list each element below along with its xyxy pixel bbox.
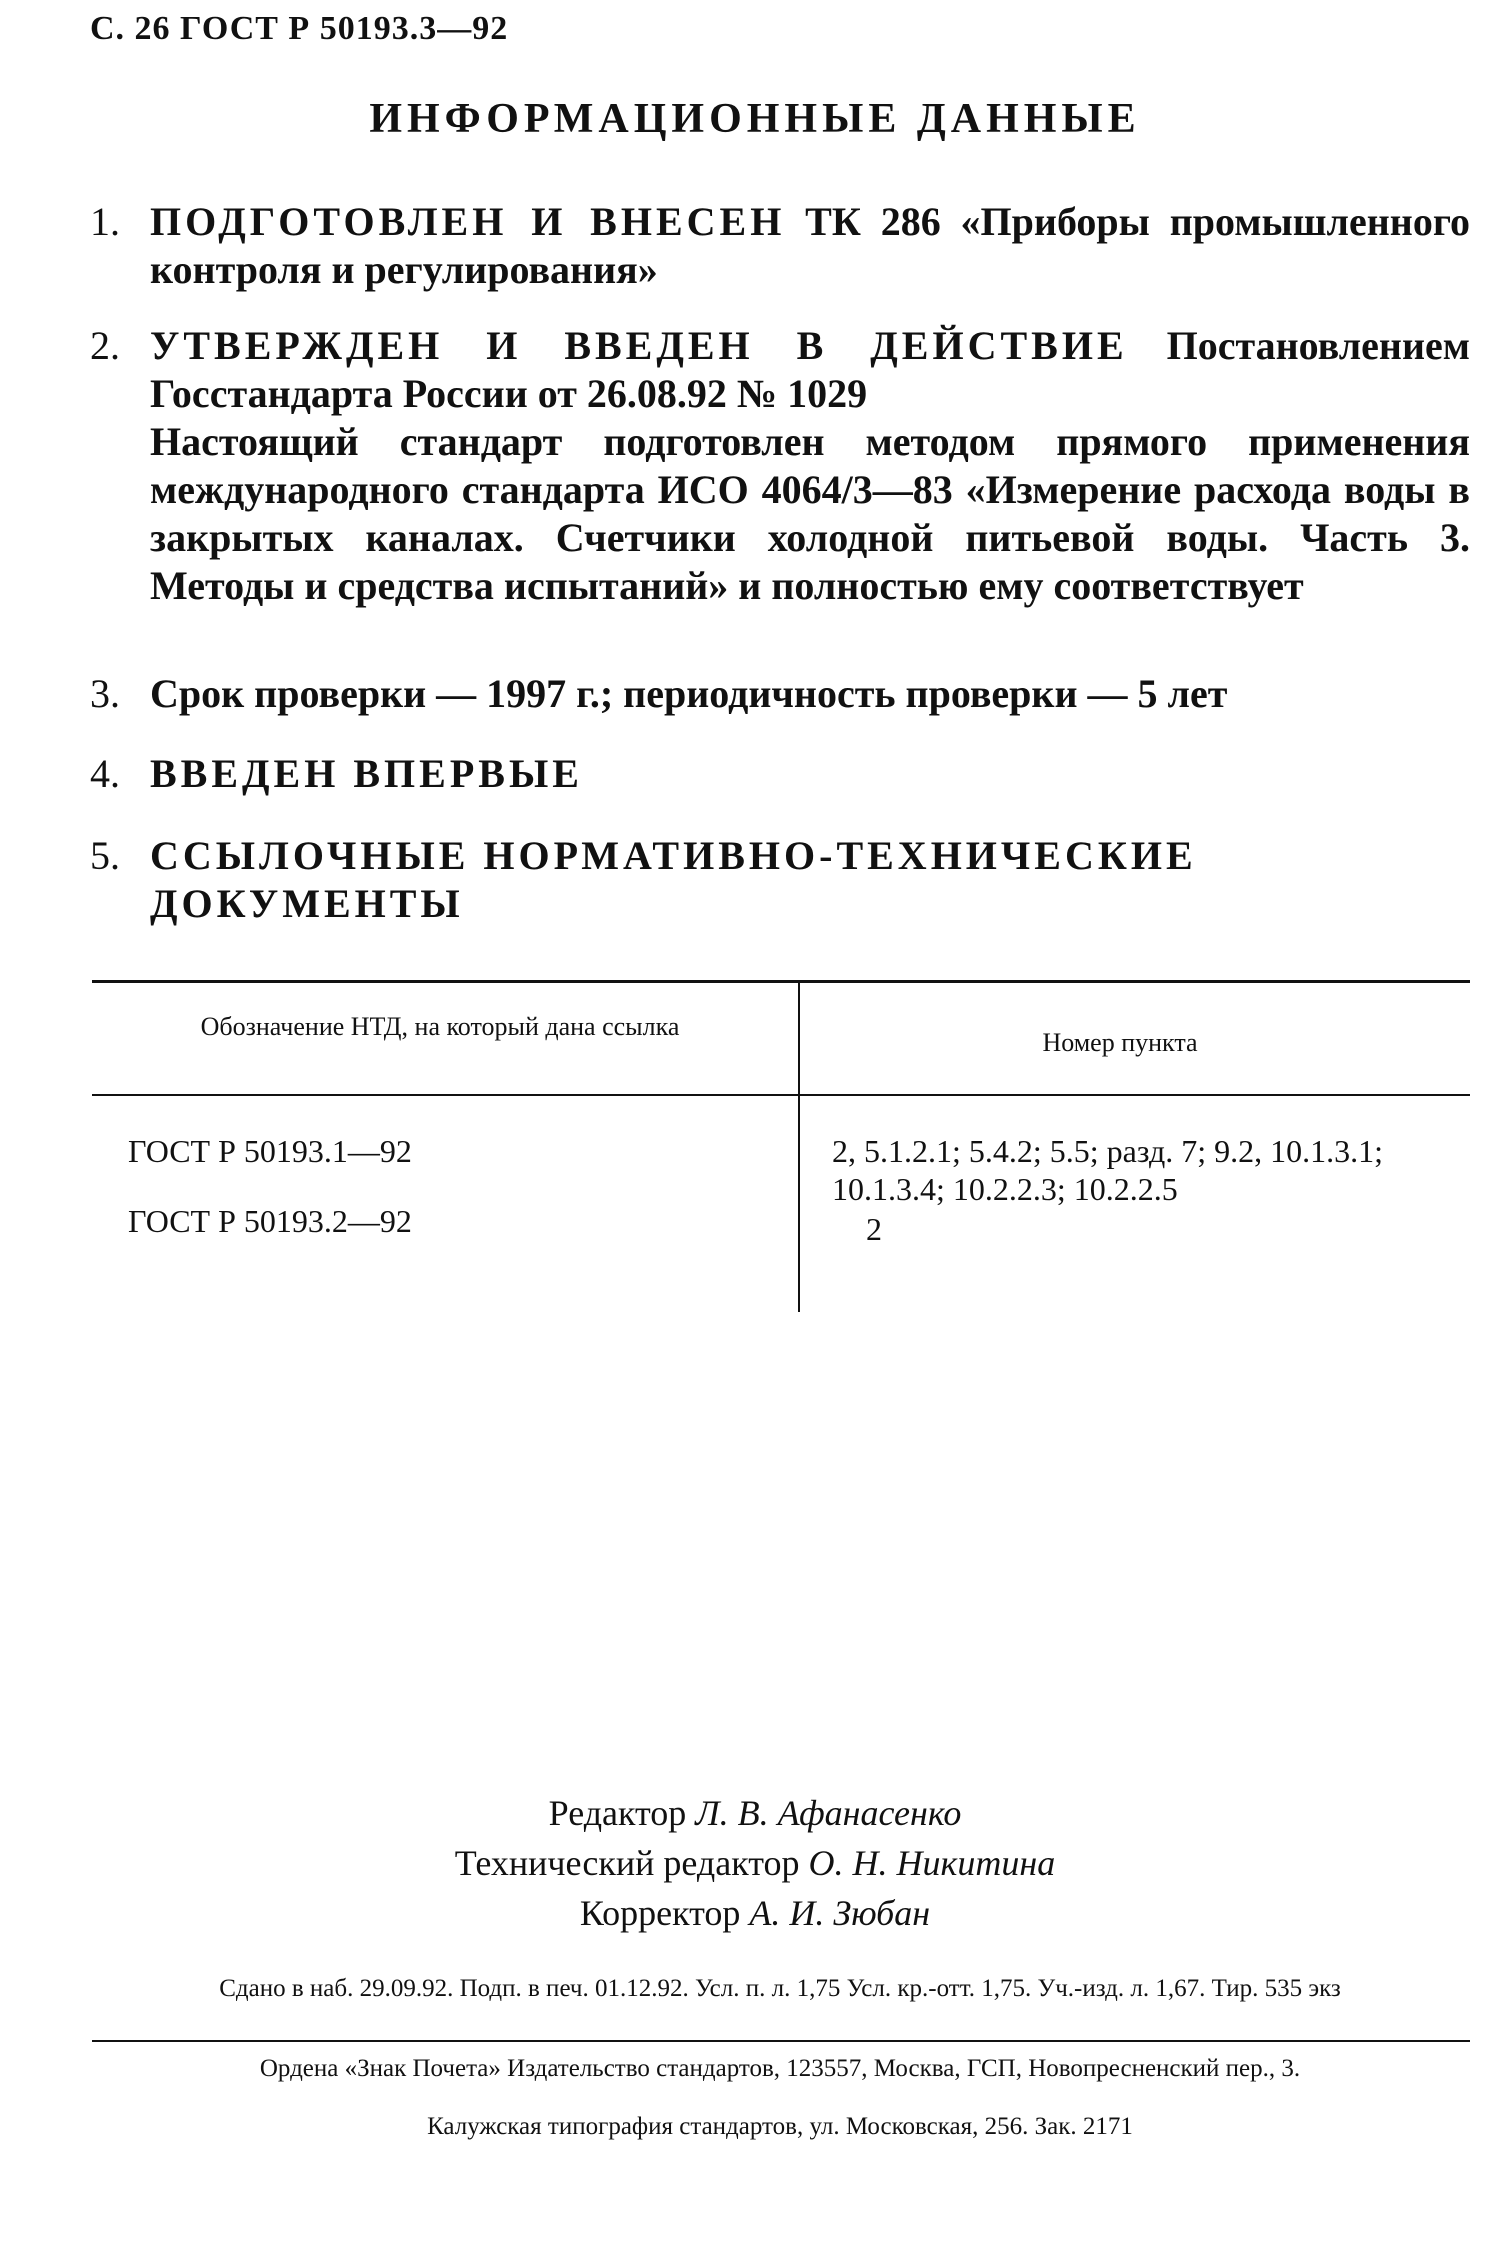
info-item-1	[90, 198, 1470, 294]
table-header-clause: Номер пункта	[1042, 1028, 1198, 1057]
table-header-rule	[92, 1094, 1470, 1096]
table-cell-document: ГОСТ Р 50193.1—92	[128, 1133, 412, 1169]
credit-line	[0, 1788, 1510, 1838]
item-text: Постановлением Госстандарта России от 26.08.92 № 1029	[150, 323, 1471, 416]
item-note: Настоящий стандарт подготовлен методом прямого применения международного стандарта ИСО 4064/3—83 «Измерение расхода воды в закрытых каналах. Счетчики холодной питьевой воды. Часть 3. Методы и средства испытаний» и полностью ему соответствует	[150, 419, 1470, 608]
credit-role: Редактор	[548, 1793, 687, 1833]
info-item-4	[90, 750, 1470, 798]
credit-role: Технический редактор	[454, 1843, 800, 1883]
table-header-document: Обозначение НТД, на который дана ссылка	[200, 1012, 680, 1041]
running-header: С. 26 ГОСТ Р 50193.3—92	[90, 10, 509, 47]
info-item-5	[90, 832, 1430, 928]
imprint-print-data: Сдано в наб. 29.09.92. Подп. в печ. 01.12.92. Усл. п. л. 1,75 Усл. кр.-отт. 1,75. Уч.-изд. л. 1,67. Тир. 535 экз	[219, 1975, 1341, 2002]
imprint-printer: Калужская типография стандартов, ул. Московская, 256. Зак. 2171	[427, 2113, 1133, 2140]
credit-name: Л. В. Афанасенко	[695, 1793, 962, 1833]
info-item-2	[90, 322, 1470, 610]
credits-block	[0, 1788, 1510, 1938]
info-item-3	[90, 670, 1470, 718]
item-number: 3.	[90, 671, 120, 716]
table-cell-document: ГОСТ Р 50193.2—92	[128, 1203, 412, 1239]
table-column-divider	[798, 982, 800, 1312]
item-heading: ССЫЛОЧНЫЕ НОРМАТИВНО-ТЕХНИЧЕСКИЕ ДОКУМЕНТЫ	[150, 833, 1197, 926]
imprint-rule	[92, 2040, 1470, 2042]
credit-name: А. И. Зюбан	[749, 1893, 931, 1933]
credit-role: Корректор	[579, 1893, 741, 1933]
item-number: 2.	[90, 323, 120, 368]
item-heading: ВВЕДЕН ВПЕРВЫЕ	[150, 751, 583, 796]
item-text: ТК 286 «Приборы промышленного контроля и регулирования»	[150, 199, 1470, 292]
table-top-rule	[92, 980, 1470, 983]
imprint-publisher: Ордена «Знак Почета» Издательство стандартов, 123557, Москва, ГСП, Новопресненский пер., 3.	[259, 2055, 1301, 2082]
item-text: Срок проверки — 1997 г.; периодичность проверки — 5 лет	[150, 671, 1228, 716]
item-heading: УТВЕРЖДЕН И ВВЕДЕН В ДЕЙСТВИЕ	[150, 323, 1128, 368]
credit-line	[0, 1888, 1510, 1938]
page-title: ИНФОРМАЦИОННЫЕ ДАННЫЕ	[369, 96, 1141, 142]
item-number: 4.	[90, 751, 120, 796]
table-cell-clauses: 2	[866, 1211, 882, 1247]
table-cell-clauses: 2, 5.1.2.1; 5.4.2; 5.5; разд. 7; 9.2, 10.1.3.1; 10.1.3.4; 10.2.2.3; 10.2.2.5	[832, 1133, 1383, 1207]
item-number: 5.	[90, 833, 120, 878]
item-heading: ПОДГОТОВЛЕН И ВНЕСЕН	[150, 199, 786, 244]
credit-name: О. Н. Никитина	[808, 1843, 1056, 1883]
credit-line	[0, 1838, 1510, 1888]
item-number: 1.	[90, 199, 120, 244]
